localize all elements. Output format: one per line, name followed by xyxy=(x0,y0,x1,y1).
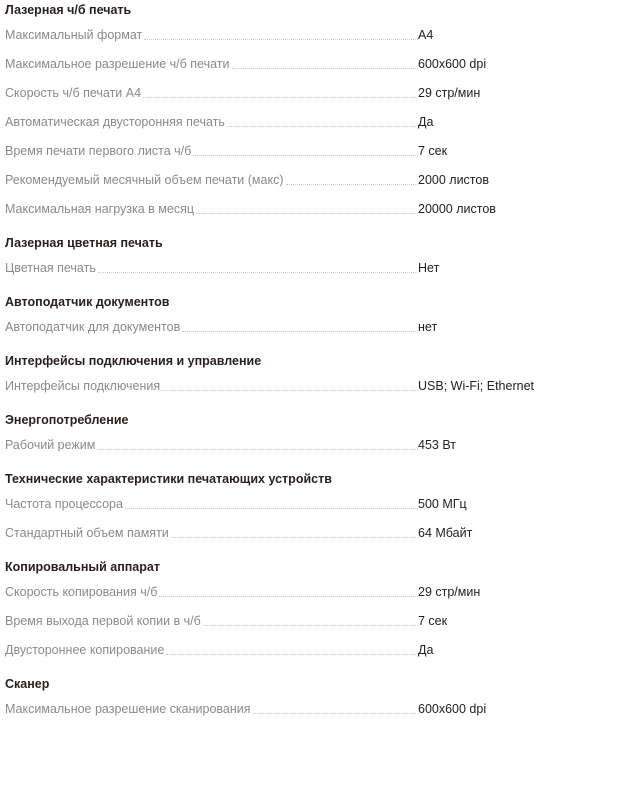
section-title: Автоподатчик документов xyxy=(5,295,170,309)
dotted-leader xyxy=(182,331,418,332)
dotted-leader xyxy=(97,449,418,450)
spec-row xyxy=(5,635,625,664)
spec-value: 2000 листов xyxy=(418,172,489,187)
spec-section-power xyxy=(5,410,625,459)
spec-label: Рабочий режим xyxy=(5,437,96,452)
spec-label: Скорость ч/б печати А4 xyxy=(5,85,142,100)
spec-value: 29 стр/мин xyxy=(418,584,481,599)
spec-row xyxy=(5,107,625,136)
dotted-leader xyxy=(227,126,418,127)
spec-section-copier xyxy=(5,557,625,664)
spec-row xyxy=(5,49,625,78)
section-title: Копировальный аппарат xyxy=(5,560,160,574)
spec-value: нет xyxy=(418,319,438,334)
spec-value: 20000 листов xyxy=(418,201,496,216)
spec-value: Да xyxy=(418,642,434,657)
dotted-leader xyxy=(144,39,418,40)
spec-value: Нет xyxy=(418,260,440,275)
spec-label: Автоподатчик для документов xyxy=(5,319,181,334)
section-title: Энергопотребление xyxy=(5,413,129,427)
spec-value: 500 МГц xyxy=(418,496,467,511)
dotted-leader xyxy=(253,713,418,714)
spec-label: Интерфейсы подключения xyxy=(5,378,161,393)
spec-label: Максимальное разрешение ч/б печати xyxy=(5,56,230,71)
dotted-leader xyxy=(203,625,418,626)
spec-row xyxy=(5,606,625,635)
spec-section-laser-color-print xyxy=(5,233,625,282)
spec-row xyxy=(5,489,625,518)
spec-label: Максимальное разрешение сканирования xyxy=(5,701,251,716)
spec-row xyxy=(5,194,625,223)
spec-section-document-feeder xyxy=(5,292,625,341)
spec-label: Рекомендуемый месячный объем печати (макс) xyxy=(5,172,284,187)
dotted-leader xyxy=(125,508,418,509)
dotted-leader xyxy=(159,596,418,597)
spec-value: 29 стр/мин xyxy=(418,85,481,100)
spec-value: A4 xyxy=(418,27,434,42)
spec-label: Цветная печать xyxy=(5,260,96,275)
spec-value: 453 Вт xyxy=(418,437,456,452)
spec-row xyxy=(5,371,625,400)
spec-value: 7 сек xyxy=(418,143,448,158)
spec-value: 600x600 dpi xyxy=(418,56,487,71)
spec-label: Максимальный формат xyxy=(5,27,143,42)
section-title: Лазерная цветная печать xyxy=(5,236,163,250)
spec-value: Да xyxy=(418,114,434,129)
spec-row xyxy=(5,577,625,606)
section-title: Технические характеристики печатающих устройств xyxy=(5,472,332,486)
spec-label: Двустороннее копирование xyxy=(5,642,165,657)
spec-label: Частота процессора xyxy=(5,496,123,511)
spec-section-scanner xyxy=(5,674,625,723)
dotted-leader xyxy=(193,155,418,156)
dotted-leader xyxy=(171,537,418,538)
spec-row xyxy=(5,20,625,49)
specifications-list xyxy=(5,0,625,723)
spec-value: USB; Wi-Fi; Ethernet xyxy=(418,378,534,393)
spec-label: Время выхода первой копии в ч/б xyxy=(5,613,201,628)
spec-value: 7 сек xyxy=(418,613,448,628)
spec-label: Скорость копирования ч/б xyxy=(5,584,158,599)
dotted-leader xyxy=(98,272,418,273)
spec-row xyxy=(5,694,625,723)
spec-row xyxy=(5,136,625,165)
dotted-leader xyxy=(143,97,418,98)
spec-row xyxy=(5,165,625,194)
section-title: Лазерная ч/б печать xyxy=(5,3,132,17)
dotted-leader xyxy=(232,68,419,69)
spec-section-laser-bw-print xyxy=(5,0,625,223)
spec-label: Время печати первого листа ч/б xyxy=(5,143,192,158)
spec-section-interfaces xyxy=(5,351,625,400)
spec-row xyxy=(5,253,625,282)
spec-row xyxy=(5,518,625,547)
spec-label: Автоматическая двусторонняя печать xyxy=(5,114,225,129)
section-title: Интерфейсы подключения и управление xyxy=(5,354,262,368)
spec-value: 64 Мбайт xyxy=(418,525,473,540)
spec-section-tech-characteristics xyxy=(5,469,625,547)
dotted-leader xyxy=(286,184,419,185)
spec-row xyxy=(5,312,625,341)
section-title: Сканер xyxy=(5,677,50,691)
dotted-leader xyxy=(166,654,418,655)
spec-row xyxy=(5,430,625,459)
dotted-leader xyxy=(196,213,418,214)
spec-row xyxy=(5,78,625,107)
spec-label: Стандартный объем памяти xyxy=(5,525,169,540)
spec-label: Максимальная нагрузка в месяц xyxy=(5,201,195,216)
dotted-leader xyxy=(162,390,418,391)
spec-value: 600x600 dpi xyxy=(418,701,487,716)
